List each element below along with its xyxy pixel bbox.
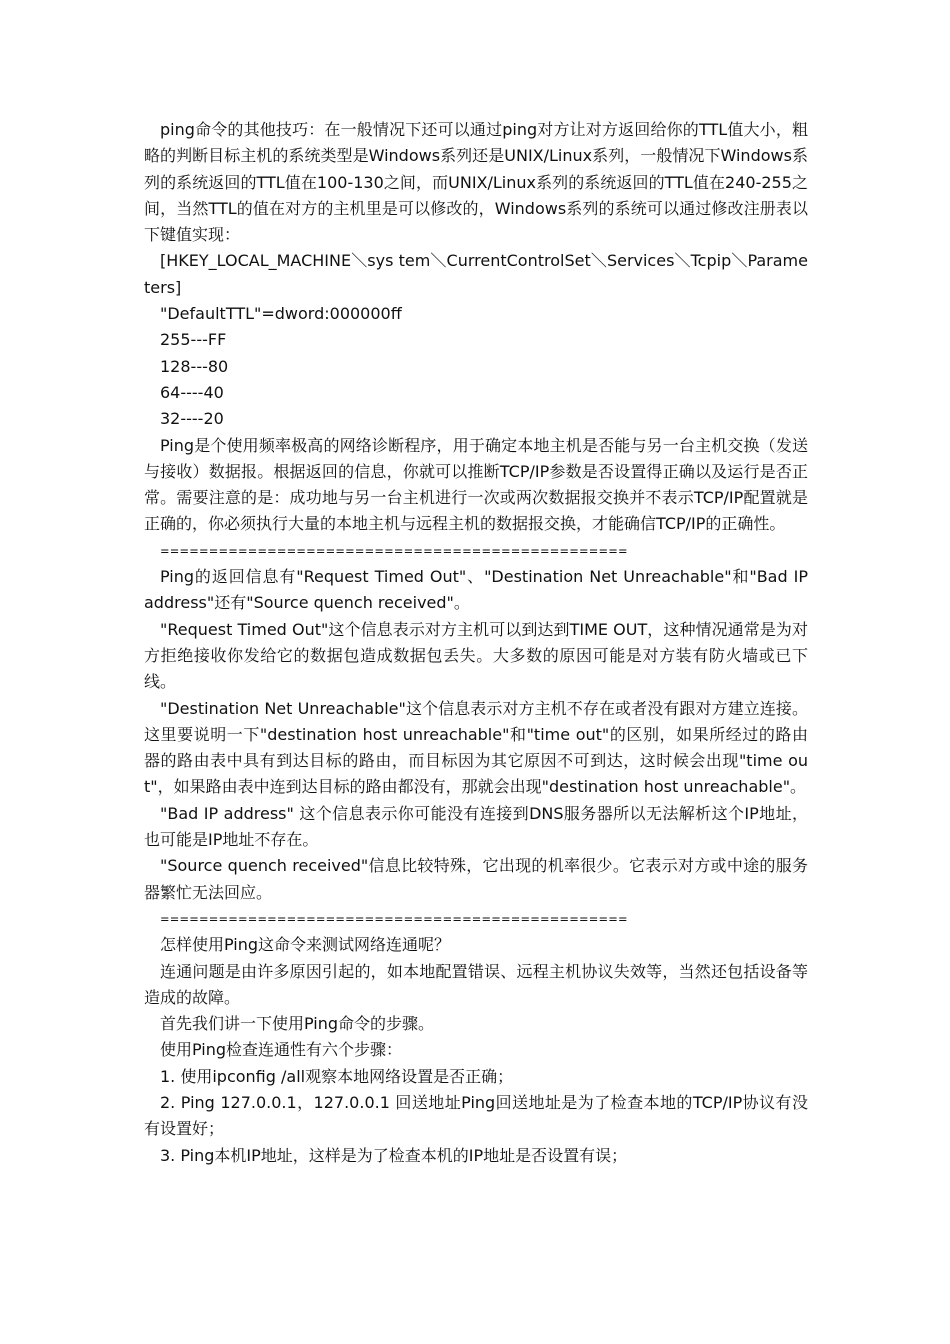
return-info-paragraph: Ping的返回信息有"Request Timed Out"、"Destination Net Unreachable"和"Bad IP address"还有"Source quench received"。: [144, 567, 808, 613]
separator-line: ================================================: [160, 543, 628, 558]
destination-net-unreachable-paragraph: "Destination Net Unreachable"这个信息表示对方主机不存在或者没有跟对方建立连接。这里要说明一下"destination host unreachable"和"time out"的区别，如果所经过的路由器的路由表中具有到达目标的路由，而目标因为其它原因不可到达，这时候会出现"time out"，如果路由表中连到达目标的路由都没有，那就会出现"destination host unreachable"。: [144, 698, 808, 797]
step-item: 3. Ping本机IP地址，这样是为了检查本机的IP地址是否设置有误；: [160, 1145, 628, 1165]
default-ttl-value: "DefaultTTL"=dword:000000ff: [160, 304, 402, 324]
ttl-value-line: 32----20: [160, 409, 224, 429]
document-page: [144, 117, 808, 1169]
registry-path: [HKEY_LOCAL_MACHINE＼sys tem＼CurrentControlSet＼Services＼Tcpip＼Parameters]: [144, 251, 808, 297]
ttl-value-line: 128---80: [160, 356, 229, 376]
steps-intro-paragraph: 首先我们讲一下使用Ping命令的步骤。: [160, 1014, 435, 1034]
ping-intro-paragraph: Ping是个使用频率极高的网络诊断程序，用于确定本地主机是否能与另一台主机交换（发送与接收）数据报。根据返回的信息，你就可以推断TCP/IP参数是否设置得正确以及运行是否正常。需要注意的是：成功地与另一台主机进行一次或两次数据报交换并不表示TCP/IP配置就是正确的，你必须执行大量的本地主机与远程主机的数据报交换，才能确信TCP/IP的正确性。: [144, 435, 808, 534]
separator-line: ================================================: [160, 911, 628, 926]
bad-ip-address-paragraph: "Bad IP address" 这个信息表示你可能没有连接到DNS服务器所以无法解析这个IP地址，也可能是IP地址不存在。: [144, 803, 808, 850]
ping-tips-paragraph: ping命令的其他技巧：在一般情况下还可以通过ping对方让对方返回给你的TTL值大小，粗略的判断目标主机的系统类型是Windows系列还是UNIX/Linux系列，一般情况下Windows系列的系统返回的TTL值在100-130之间，而UNIX/Linux系列的系统返回的TTL值在240-255之间，当然TTL的值在对方的主机里是可以修改的，Windows系列的系统可以通过修改注册表以下键值实现：: [144, 120, 808, 245]
ttl-value-line: 255---FF: [160, 330, 227, 350]
request-timed-out-paragraph: "Request Timed Out"这个信息表示对方主机可以到达到TIME OUT，这种情况通常是为对方拒绝接收你发给它的数据包造成数据包丢失。大多数的原因可能是对方装有防火墙或已下线。: [144, 619, 808, 692]
step-item: 2. Ping 127.0.0.1，127.0.0.1 回送地址Ping回送地址是为了检查本地的TCP/IP协议有没有设置好；: [144, 1092, 808, 1139]
step-item: 1. 使用ipconfig /all观察本地网络设置是否正确；: [160, 1066, 514, 1086]
source-quench-paragraph: "Source quench received"信息比较特殊，它出现的机率很少。它表示对方或中途的服务器繁忙无法回应。: [144, 856, 808, 902]
six-steps-paragraph: 使用Ping检查连通性有六个步骤：: [160, 1040, 403, 1060]
how-to-paragraph: 怎样使用Ping这命令来测试网络连通呢？: [160, 935, 451, 955]
ttl-value-line: 64----40: [160, 382, 224, 402]
connectivity-paragraph: 连通问题是由许多原因引起的，如本地配置错误、远程主机协议失效等，当然还包括设备等造成的故障。: [144, 961, 808, 1007]
